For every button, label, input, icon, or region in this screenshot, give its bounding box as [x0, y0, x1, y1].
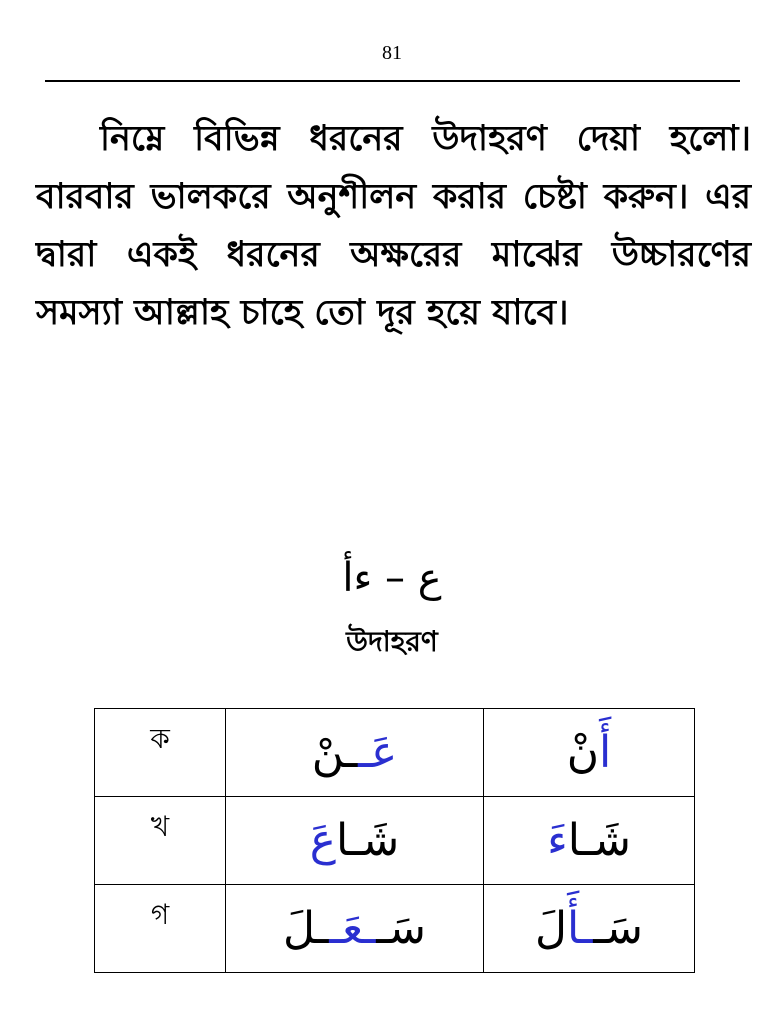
examples-table	[94, 708, 695, 973]
example-word-ain	[226, 797, 484, 885]
word-part: ـنْ	[311, 727, 359, 778]
highlighted-letter: ـأَ	[566, 903, 594, 954]
page-number: 81	[382, 42, 402, 64]
table-row	[95, 709, 695, 797]
word-part: شَـا	[336, 815, 400, 866]
example-word-ain	[226, 709, 484, 797]
row-label: ক	[95, 709, 226, 797]
word-part: ـلَ	[283, 903, 330, 954]
highlighted-letter: عَ	[309, 815, 337, 866]
example-word-hamza	[484, 885, 695, 973]
dash-separator: –	[385, 555, 406, 601]
instruction-paragraph: নিম্নে বিভিন্ন ধরনের উদাহরণ দেয়া হলো। বারবার ভালকরে অনুশীলন করার চেষ্টা করুন। এর দ্বারা একই ধরনের অক্ষরের মাঝের উচ্চারণের সমস্যা আল্লাহ চাহে তো দূর হয়ে যাবে।	[36, 119, 751, 333]
word-part: سَـ	[593, 903, 644, 954]
table-row	[95, 885, 695, 973]
highlighted-letter: ءَ	[547, 815, 568, 866]
highlighted-letter: ـعَـ	[329, 903, 377, 954]
word-part: سَـ	[376, 903, 426, 954]
row-label: খ	[95, 797, 226, 885]
example-word-hamza	[484, 797, 695, 885]
highlighted-letter: عَـ	[358, 727, 398, 778]
example-heading: উদাহরণ	[346, 625, 438, 658]
example-word-ain	[226, 885, 484, 973]
highlighted-letter: أَ	[599, 727, 612, 778]
letter-ain: ع	[417, 555, 442, 601]
word-part: نْ	[566, 727, 600, 778]
word-part: شَـا	[567, 815, 631, 866]
table-row	[95, 797, 695, 885]
row-label: গ	[95, 885, 226, 973]
example-word-hamza	[484, 709, 695, 797]
letters-hamza-alif: ءأ	[342, 555, 373, 601]
header-rule	[45, 80, 740, 82]
letter-pair-title	[0, 548, 784, 608]
word-part: لَ	[534, 903, 567, 954]
